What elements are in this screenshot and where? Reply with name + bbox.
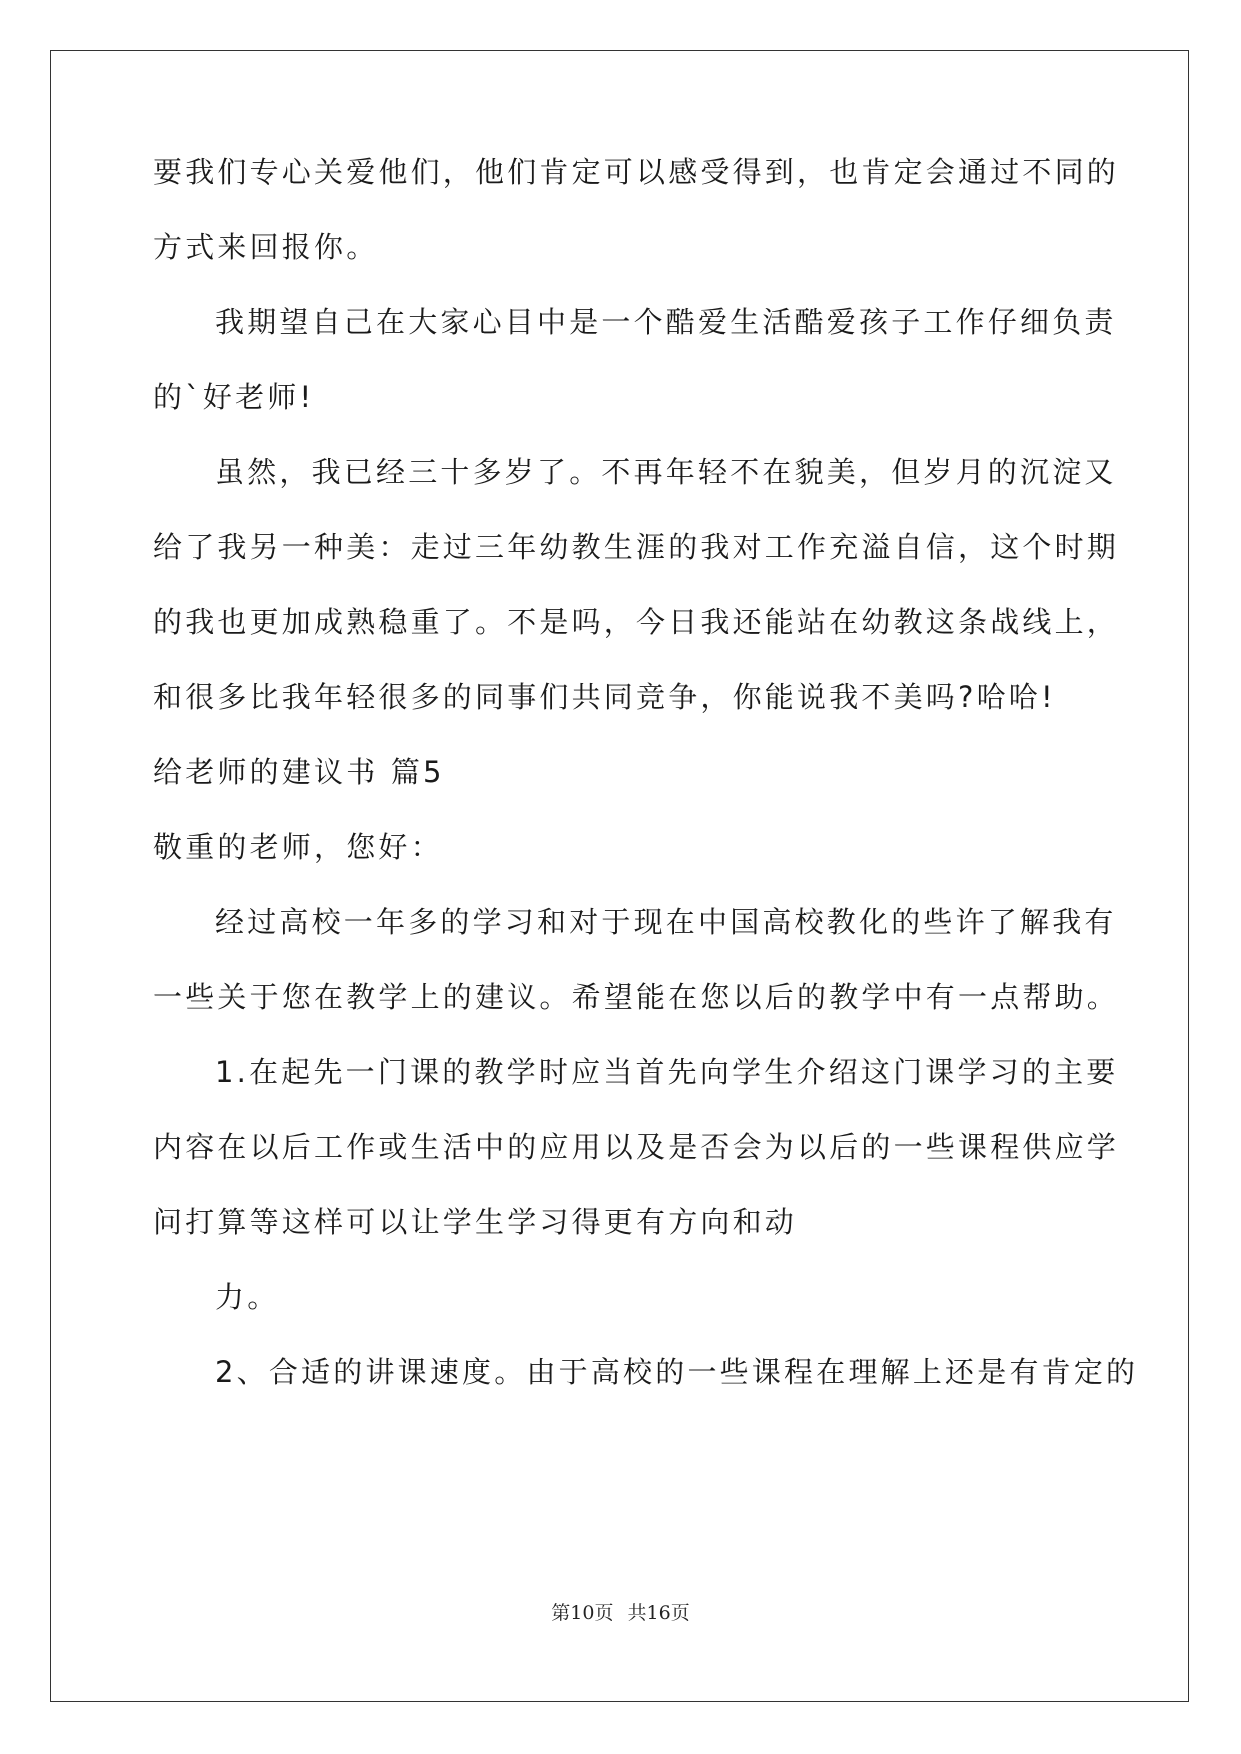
text-line-12: 一些关于您在教学上的建议。希望能在您以后的教学中有一点帮助。 [153,980,1120,1014]
text-line-15: 问打算等这样可以让学生学习得更有方向和动 [153,1205,798,1239]
section-heading: 给老师的建议书 篇5 [153,755,445,789]
text-line-1: 要我们专心关爱他们，他们肯定可以感受得到，也肯定会通过不同的 [153,155,1120,189]
text-line-2: 方式来回报你。 [153,230,379,264]
page-number: 第10页 [551,1602,614,1624]
list-item-1-start: 1.在起先一门课的教学时应当首先向学生介绍这门课学习的主要 [215,1055,1119,1089]
text-line-8: 和很多比我年轻很多的同事们共同竞争，你能说我不美吗?哈哈! [153,680,1056,714]
page-total: 共16页 [627,1602,690,1624]
page-border [50,50,1189,1702]
text-line-4: 的`好老师! [153,380,315,414]
list-item-2-start: 2、合适的讲课速度。由于高校的一些课程在理解上还是有肯定的 [215,1355,1139,1389]
paragraph-start-line-3: 我期望自己在大家心目中是一个酷爱生活酷爱孩子工作仔细负责 [215,305,1117,339]
page-footer [0,1600,1241,1626]
paragraph-start-line-5: 虽然，我已经三十多岁了。不再年轻不在貌美，但岁月的沉淀又 [215,455,1117,489]
text-line-6: 给了我另一种美：走过三年幼教生涯的我对工作充溢自信，这个时期 [153,530,1120,564]
paragraph-start-line-11: 经过高校一年多的学习和对于现在中国高校教化的些许了解我有 [215,905,1117,939]
text-line-7: 的我也更加成熟稳重了。不是吗，今日我还能站在幼教这条战线上， [153,605,1120,639]
text-line-14: 内容在以后工作或生活中的应用以及是否会为以后的一些课程供应学 [153,1130,1120,1164]
salutation: 敬重的老师，您好： [153,830,443,864]
text-line-16: 力。 [215,1280,280,1314]
